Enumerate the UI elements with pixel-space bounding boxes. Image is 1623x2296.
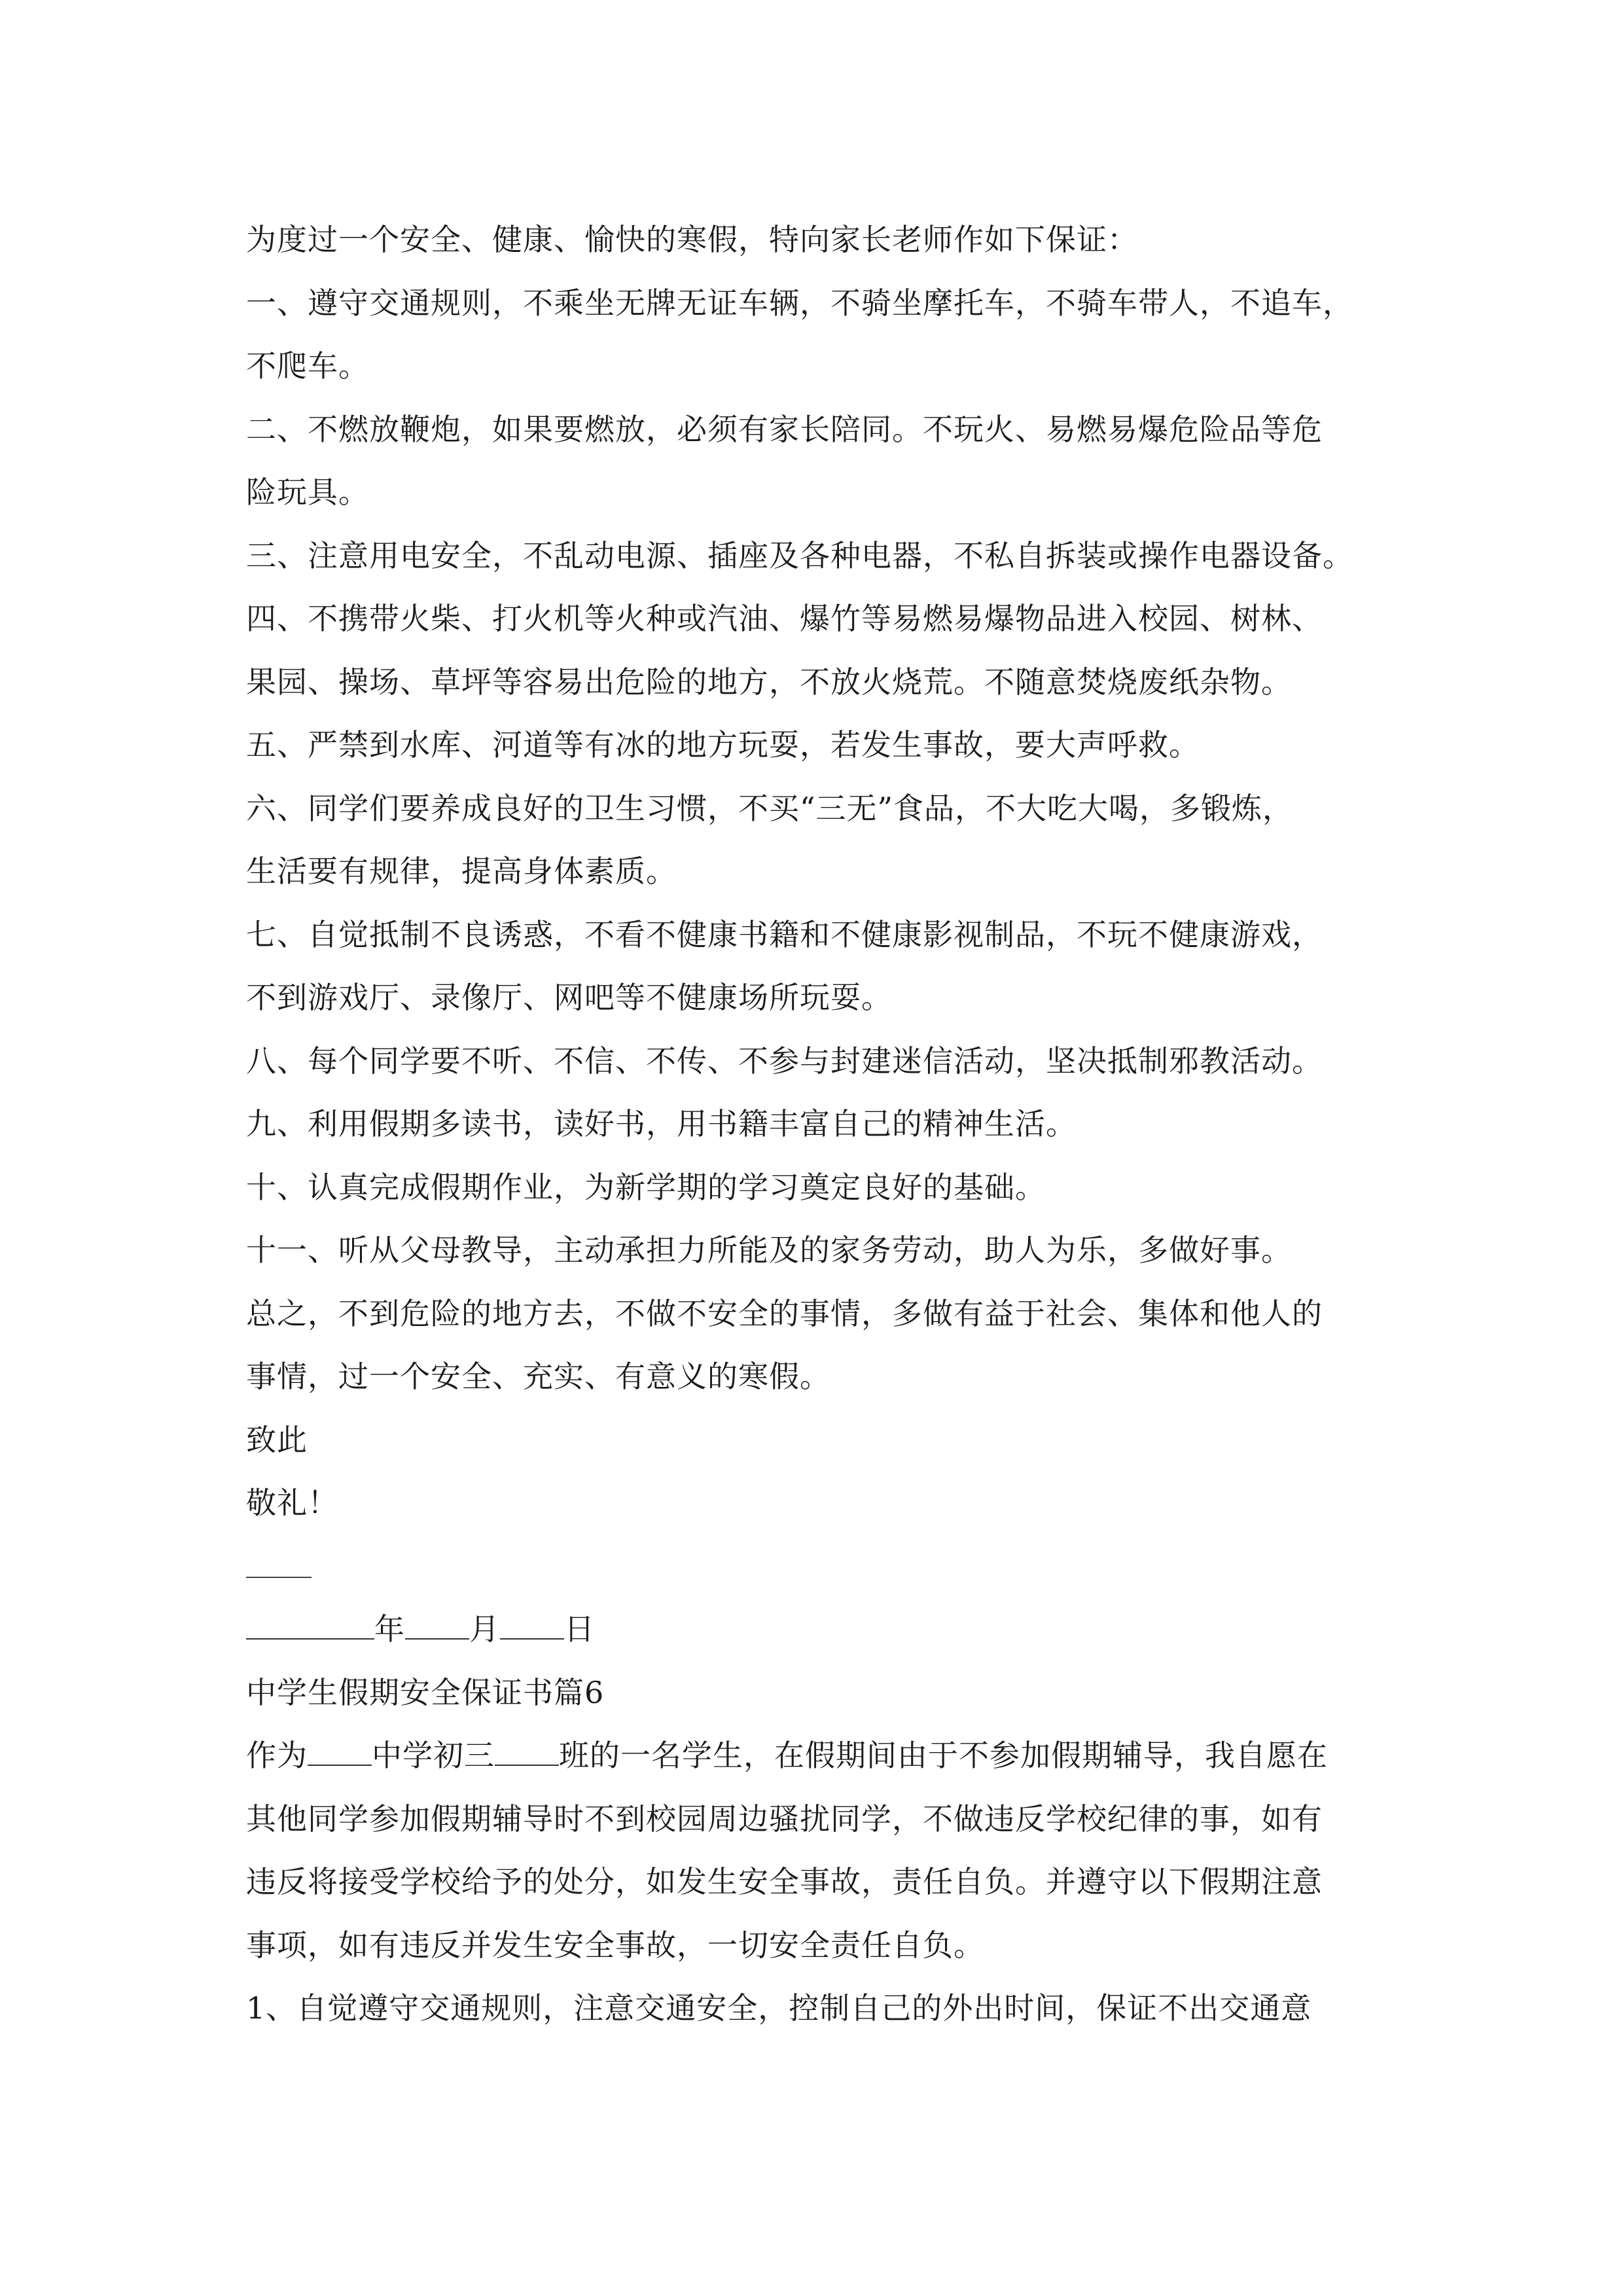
month-label: 月 (469, 1611, 500, 1647)
rule-6-line-2: 生活要有规律，提高身体素质。 (246, 853, 677, 889)
pledge-line-3: 违反将接受学校给予的处分，如发生安全事故，责任自负。并遵守以下假期注意 (246, 1864, 1323, 1899)
rule-1-line-2: 不爬车。 (246, 348, 369, 384)
rule-2-line-2: 险玩具。 (246, 475, 369, 510)
rule-5-line: 五、严禁到水库、河道等有冰的地方玩耍，若发生事故，要大声呼救。 (246, 727, 1200, 762)
rule-11-line: 十一、听从父母教导，主动承担力所能及的家务劳动，助人为乐，多做好事。 (246, 1232, 1292, 1268)
day-label: 日 (564, 1611, 595, 1647)
pledge-part-2: 中学初三 (372, 1738, 495, 1773)
rule-2-line-1: 二、不燃放鞭炮，如果要燃放，必须有家长陪同。不玩火、易燃易爆危险品等危 (246, 411, 1323, 447)
summary-line-1: 总之，不到危险的地方去，不做不安全的事情，多做有益于社会、集体和他人的 (246, 1295, 1323, 1331)
date-line (246, 1598, 1411, 1661)
rule-4-line-2: 果园、操场、草坪等容易出危险的地方，不放火烧荒。不随意焚烧废纸杂物。 (246, 664, 1292, 700)
rule-6-line-1: 六、同学们要养成良好的卫生习惯，不买“三无”食品，不大吃大喝，多锻炼， (246, 790, 1294, 826)
closing-jingli: 敬礼！ (246, 1485, 338, 1520)
intro-line: 为度过一个安全、健康、愉快的寒假，特向家长老师作如下保证： (246, 222, 1138, 257)
school-blank (308, 1738, 372, 1766)
pledge-line-1 (246, 1724, 1411, 1787)
rule-7-line-2: 不到游戏厅、录像厅、网吧等不健康场所玩耍。 (246, 980, 892, 1015)
document-body (246, 208, 1411, 2040)
rule-7-line-1: 七、自觉抵制不良诱惑，不看不健康书籍和不健康影视制品，不玩不健康游戏， (246, 916, 1323, 952)
day-blank (500, 1612, 564, 1640)
closing-zhici: 致此 (246, 1422, 308, 1458)
pledge-line-2: 其他同学参加假期辅导时不到校园周边骚扰同学，不做违反学校纪律的事，如有 (246, 1801, 1323, 1837)
rule-10-line: 十、认真完成假期作业，为新学期的学习奠定良好的基础。 (246, 1169, 1046, 1205)
summary-line-2: 事情，过一个安全、充实、有意义的寒假。 (246, 1359, 830, 1394)
year-blank (246, 1612, 374, 1640)
class-blank (495, 1738, 559, 1766)
month-blank (405, 1612, 469, 1640)
signature-underline (246, 1577, 312, 1578)
pledge-part-3: 班的一名学生，在假期间由于不参加假期辅导，我自愿在 (559, 1738, 1328, 1773)
year-label: 年 (374, 1611, 405, 1647)
rule-4-line-1: 四、不携带火柴、打火机等火种或汽油、爆竹等易燃易爆物品进入校园、树林、 (246, 601, 1323, 636)
pledge-item-1-line: 1、自觉遵守交通规则，注意交通安全，控制自己的外出时间，保证不出交通意 (246, 1990, 1312, 2026)
pledge-line-4: 事项，如有违反并发生安全事故，一切安全责任自负。 (246, 1927, 984, 1963)
rule-1-line-1: 一、遵守交通规则，不乘坐无牌无证车辆，不骑坐摩托车，不骑车带人，不追车， (246, 285, 1353, 321)
section-title: 中学生假期安全保证书篇6 (246, 1674, 605, 1710)
rule-3-line: 三、注意用电安全，不乱动电源、插座及各种电器，不私自拆装或操作电器设备。 (246, 537, 1353, 573)
rule-8-line: 八、每个同学要不听、不信、不传、不参与封建迷信活动，坚决抵制邪教活动。 (246, 1043, 1323, 1079)
rule-9-line: 九、利用假期多读书，读好书，用书籍丰富自己的精神生活。 (246, 1106, 1077, 1141)
signature-line (246, 1535, 1411, 1598)
pledge-part-1: 作为 (246, 1738, 308, 1773)
